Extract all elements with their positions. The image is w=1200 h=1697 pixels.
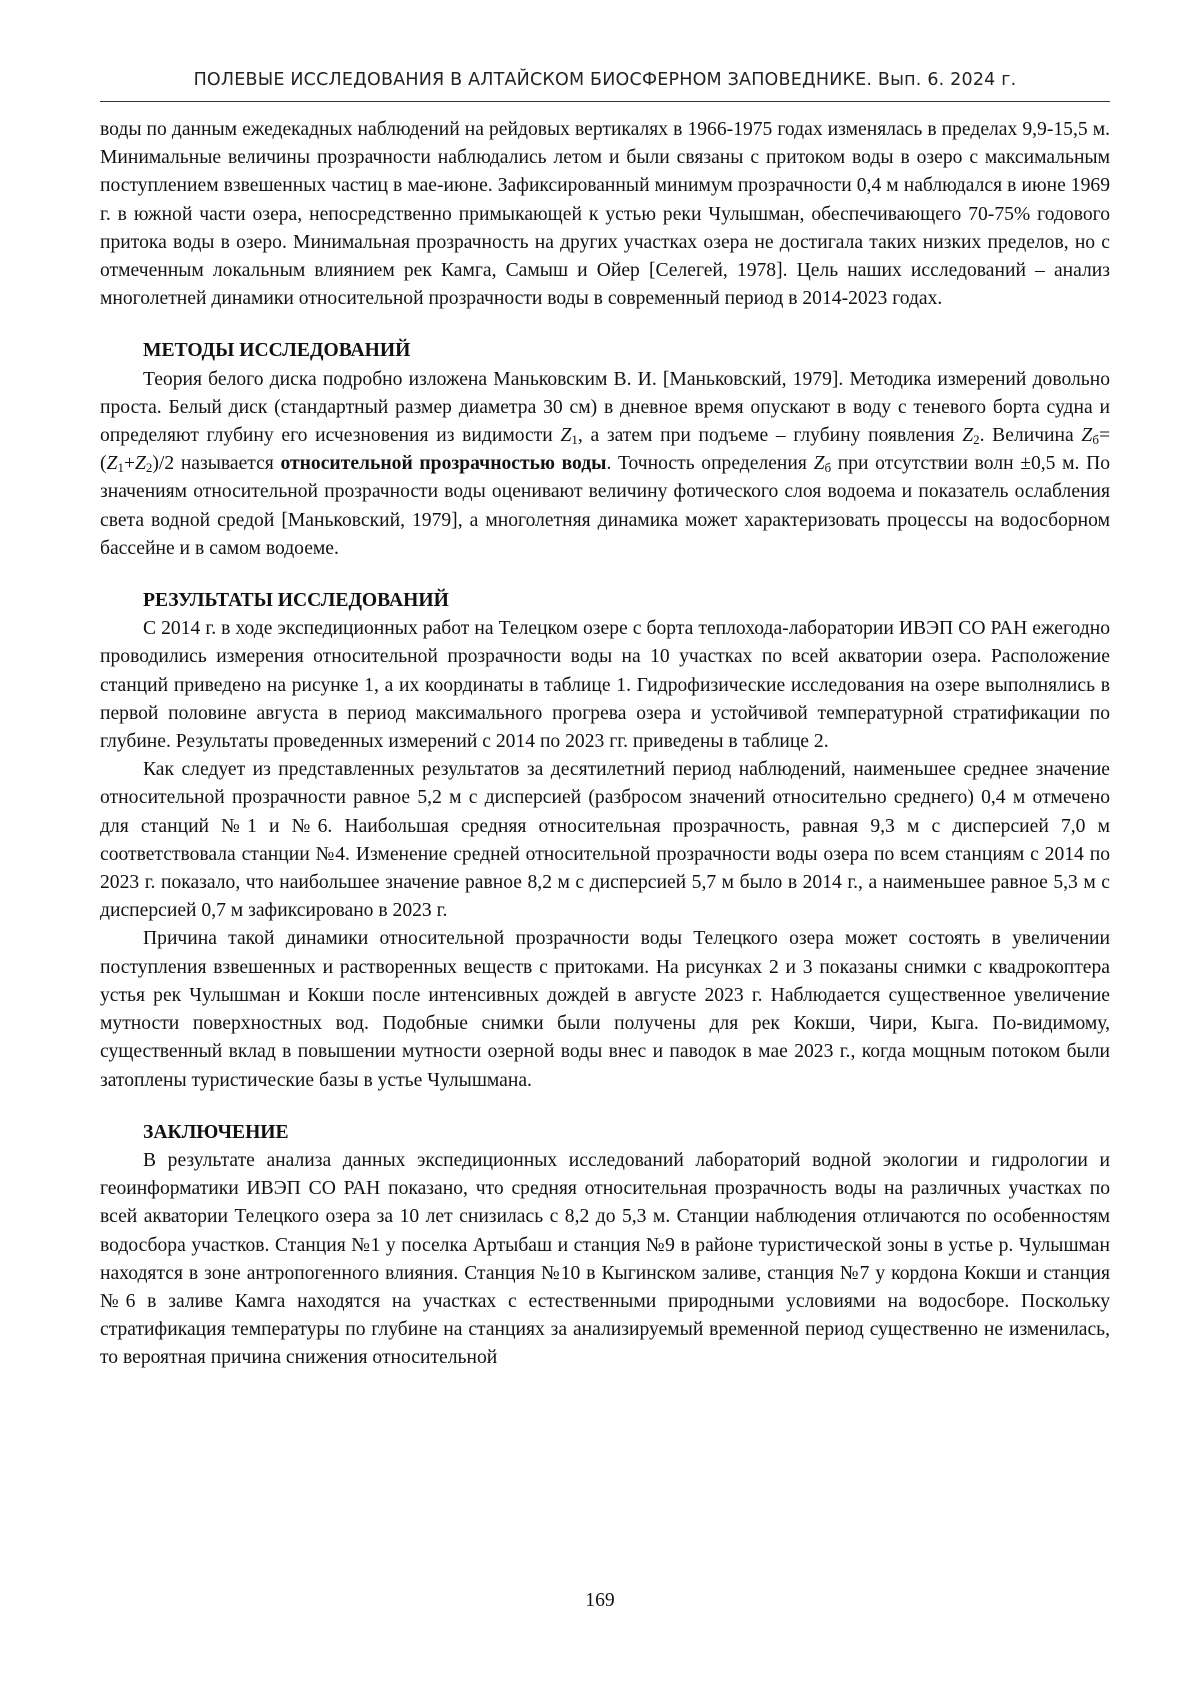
methods-paragraph	[100, 366, 1110, 563]
equation-open: =(	[100, 425, 1111, 475]
methods-text-d: . Точность определения	[606, 453, 814, 475]
results-paragraph: Как следует из представленных результатов за десятилетний период наблюдений, наименьшее среднее значение относительной прозрачности равное 5,2 м с дисперсией (разбросом значений относительно среднего) 0,4 м отмечено для станций №1 и №6. Наибольшая средняя относительная прозрачность, равная 9,3 м с дисперсией 7,0 м соответствовала станции №4. Изменение средней относительной прозрачности воды озера по всем станциям с 2014 по 2023 г. показало, что наибольшее значение равное 8,2 м с дисперсией 5,7 м было в 2014 г., а наименьшее равное 5,3 м с дисперсией 0,7 м зафиксировано в 2023 г.	[100, 759, 1110, 922]
intro-paragraph: воды по данным ежедекадных наблюдений на рейдовых вертикалях в 1966-1975 годах изменялась в пределах 9,9-15,5 м. Минимальные величины прозрачности наблюдались летом и были связаны с притоком воды в озеро с максимальным поступлением взвешенных частиц в мае-июне. Зафиксированный минимум прозрачности 0,4 м наблюдался в июне 1969 г. в южной части озера, непосредственно примыкающей к устью реки Чулышман, обеспечивающего 70-75% годового притока воды в озеро. Минимальная прозрачность на других участках озера не достигала таких низких пределов, но с отмеченным локальным влиянием рек Камга, Самыш и Ойер [Селегей, 1978]. Цель наших исследований – анализ многолетней динамики относительной прозрачности воды в современный период в 2014-2023 годах.	[100, 119, 1110, 310]
subscript: б	[1092, 432, 1099, 448]
results-paragraph: С 2014 г. в ходе экспедиционных работ на Телецком озере с борта теплохода-лаборатории ИВЭП СО РАН ежегодно проводились измерения относительной прозрачности воды на 10 участках по всей акватории озера. Расположение станций приведено на рисунке 1, а их координаты в таблице 1. Гидрофизические исследования на озере выполнялись в первой половине августа в период максимального прогрева озера и устойчивой температурной стратификации по глубине. Результаты проведенных измерений с 2014 по 2023 гг. приведены в таблице 2.	[100, 618, 1110, 753]
symbol-z: Z	[135, 453, 146, 475]
subscript: 2	[973, 432, 980, 448]
methods-heading: МЕТОДЫ ИССЛЕДОВАНИЙ	[143, 340, 411, 362]
body-text	[100, 116, 1110, 1373]
methods-text-c: . Величина	[979, 425, 1082, 447]
symbol-z: Z	[560, 425, 572, 447]
results-paragraph: Причина такой динамики относительной прозрачности воды Телецкого озера может состоять в увеличении поступления взвешенных и растворенных веществ с притоками. На рисунках 2 и 3 показаны снимки с квадрокоптера устья рек Чулышман и Кокши после интенсивных дождей в августе 2023 г. Наблюдается существенное увеличение мутности поверхностных вод. Подобные снимки были получены для рек Кокши, Чири, Кыга. По-видимому, существенный вклад в повышении мутности озерной воды внес и паводок в мае 2023 г., когда мощным потоком были затоплены туристические базы в устье Чулышмана.	[100, 928, 1110, 1091]
symbol-z: Z	[1081, 425, 1093, 447]
methods-text-b: , а затем при подъеме – глубину появления	[577, 425, 963, 447]
subscript: б	[824, 460, 832, 476]
conclusion-paragraph: В результате анализа данных экспедиционных исследований лабораторий водной экологии и гидрологии и геоинформатики ИВЭП СО РАН показано, что средняя относительная прозрачность воды на различных участках по всей акватории Телецкого озера за 10 лет снизилась с 8,2 до 5,3 м. Станции наблюдения отличаются по особенностям водосбора участков. Станция №1 у поселка Артыбаш и станция №9 в районе туристической зоны в устье р. Чулышман находятся в зоне антропогенного влияния. Станция №10 в Кыгинском заливе, станция №7 у кордона Кокши и станция №6 в заливе Камга находятся на участках с естественными природными условиями на водосборе. Поскольку стратификация температуры по глубине на станциях за анализируемый временной период существенно не изменилась, то вероятная причина снижения относительной	[100, 1149, 1110, 1369]
methods-text-e: при отсутствии волн ±0,5 м. По значениям относительной прозрачности воды оценивают величину фотического слоя водоема и показатель ослабления света водной средой [Маньковский, 1979], а многолетняя динамика может характеризовать процессы на водосборном бассейне и в самом водоеме.	[100, 453, 1111, 559]
subscript: 1	[571, 432, 578, 448]
subscript: 2	[145, 460, 153, 476]
equation-plus: +	[123, 453, 135, 475]
conclusion-heading: ЗАКЛЮЧЕНИЕ	[143, 1121, 289, 1143]
header-rule	[100, 101, 1110, 102]
symbol-z: Z	[813, 453, 825, 475]
running-header: ПОЛЕВЫЕ ИССЛЕДОВАНИЯ В АЛТАЙСКОМ БИОСФЕРНОМ ЗАПОВЕДНИКЕ. Вып. 6. 2024 г.	[193, 70, 1017, 90]
methods-text-a: Теория белого диска подробно изложена Маньковским В. И. [Маньковский, 1979]. Методика измерений довольно проста. Белый диск (стандартный размер диаметра 30 см) в дневное время опускают в воду с теневого борта судна и определяют глубину его исчезновения из видимости	[100, 368, 1110, 447]
equation-close: )/2 называется	[152, 453, 281, 475]
results-heading: РЕЗУЛЬТАТЫ ИССЛЕДОВАНИЙ	[143, 590, 449, 612]
subscript: 1	[117, 460, 124, 476]
symbol-z: Z	[106, 453, 118, 475]
defined-term: относительной прозрачностью воды	[280, 453, 607, 475]
page-number: 169	[585, 1590, 615, 1611]
symbol-z: Z	[962, 425, 974, 447]
